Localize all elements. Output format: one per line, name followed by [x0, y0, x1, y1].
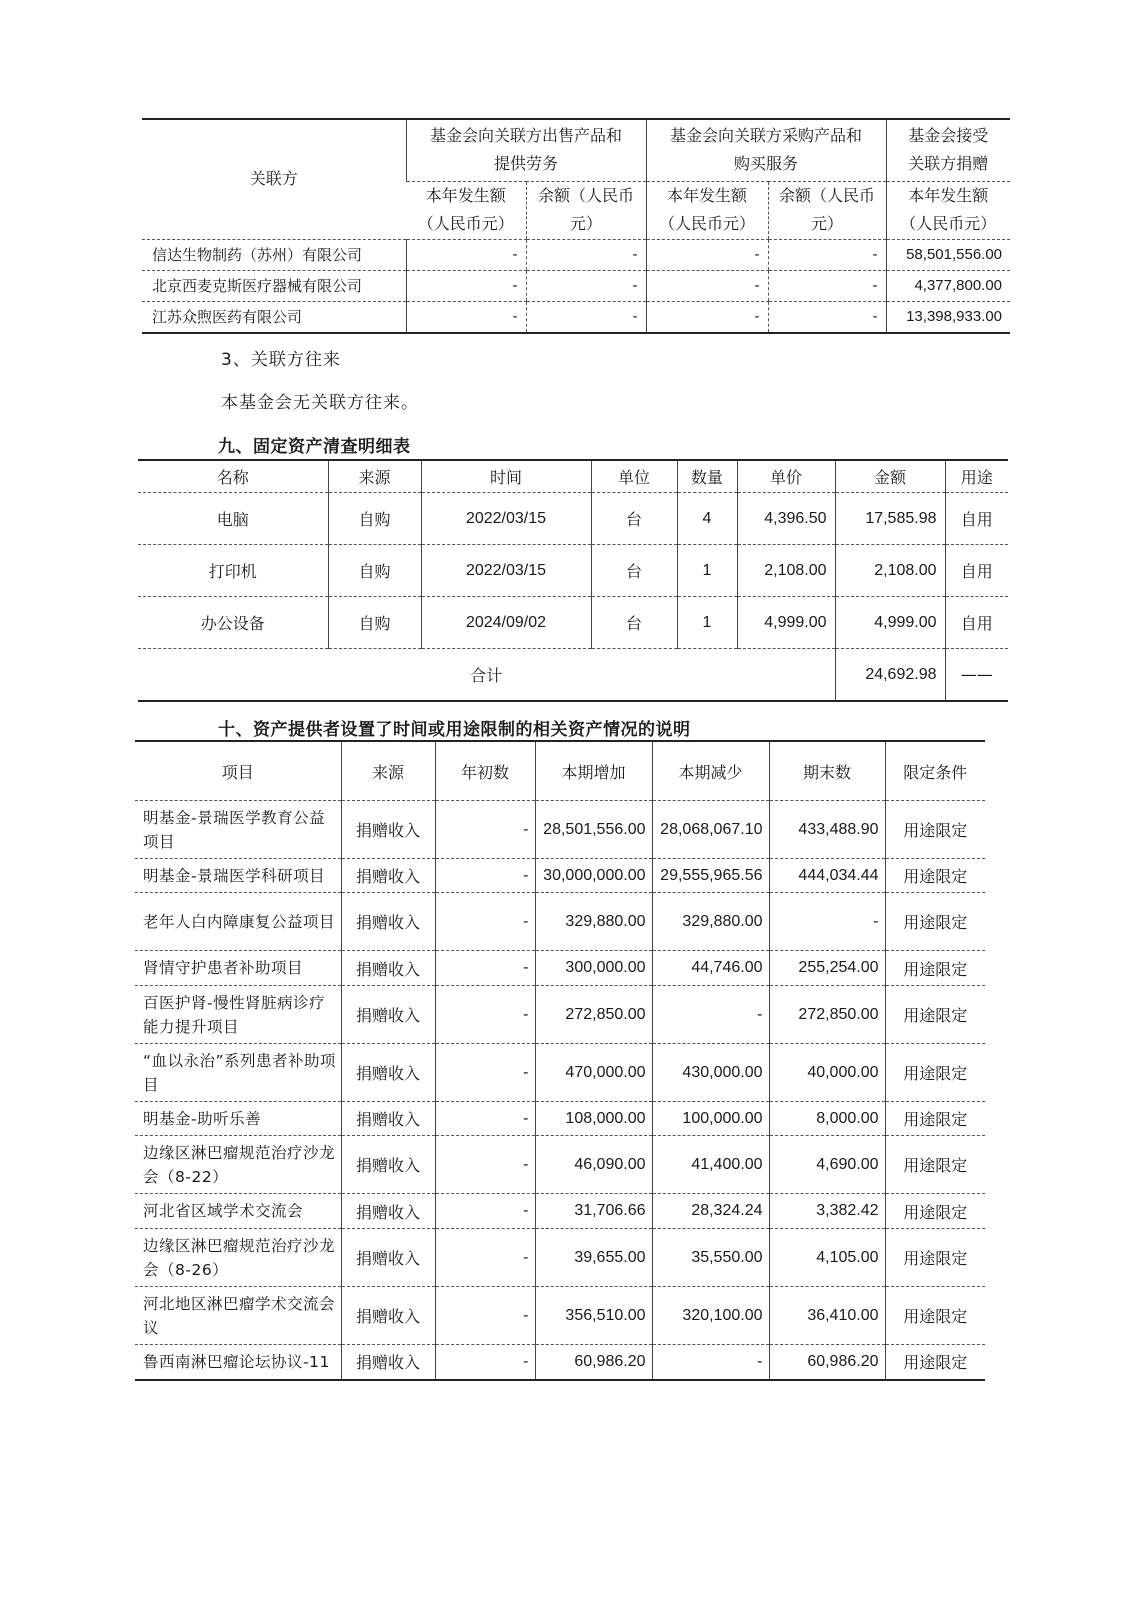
table-row: 信达生物制药（苏州）有限公司 - - - - 58,501,556.00 [142, 239, 1010, 270]
section3-heading: 3、关联方往来 [221, 350, 341, 370]
table-row: 鲁西南淋巴瘤论坛协议-11 捐赠收入 - 60,986.20 - 60,986.20 用途限定 [135, 1345, 985, 1380]
sales-amount-header: 本年发生额（人民币元） [406, 181, 526, 239]
donation-group-header: 基金会接受关联方捐赠 [886, 119, 1010, 181]
related-party-table [142, 118, 1010, 334]
purchase-amount-header: 本年发生额（人民币元） [646, 181, 768, 239]
table-row: 打印机 自购 2022/03/15 台 1 2,108.00 2,108.00 自用 [138, 545, 1008, 597]
table-row: 百医护肾-慢性肾脏病诊疗能力提升项目 捐赠收入 - 272,850.00 - 272,850.00 用途限定 [135, 986, 985, 1044]
table-row: 明基金-景瑞医学教育公益项目 捐赠收入 - 28,501,556.00 28,068,067.10 433,488.90 用途限定 [135, 801, 985, 859]
table-row: 老年人白内障康复公益项目 捐赠收入 - 329,880.00 329,880.00 - 用途限定 [135, 893, 985, 951]
table-row: 河北地区淋巴瘤学术交流会议 捐赠收入 - 356,510.00 320,100.00 36,410.00 用途限定 [135, 1287, 985, 1345]
table-row: 边缘区淋巴瘤规范治疗沙龙会（8-22） 捐赠收入 - 46,090.00 41,400.00 4,690.00 用途限定 [135, 1136, 985, 1194]
purchase-group-header: 基金会向关联方采购产品和购买服务 [646, 119, 886, 181]
restricted-assets-table [135, 740, 985, 1381]
section9-title: 九、固定资产清查明细表 [218, 437, 411, 457]
table-row: 明基金-助听乐善 捐赠收入 - 108,000.00 100,000.00 8,000.00 用途限定 [135, 1102, 985, 1136]
donation-amount-header: 本年发生额（人民币元） [886, 181, 1010, 239]
purchase-balance-header: 余额（人民币元） [768, 181, 886, 239]
table-row: 肾情守护患者补助项目 捐赠收入 - 300,000.00 44,746.00 255,254.00 用途限定 [135, 951, 985, 986]
table-header-row: 项目 来源 年初数 本期增加 本期减少 期末数 限定条件 [135, 741, 985, 801]
table-row: 北京西麦克斯医疗器械有限公司 - - - - 4,377,800.00 [142, 270, 1010, 301]
table-row: 江苏众煦医药有限公司 - - - - 13,398,933.00 [142, 301, 1010, 333]
section3-text: 本基金会无关联方往来。 [221, 393, 419, 413]
fixed-assets-table [138, 459, 1008, 702]
table-header-row: 名称 来源 时间 单位 数量 单价 金额 用途 [138, 460, 1008, 493]
table-row: “血以永治”系列患者补助项目 捐赠收入 - 470,000.00 430,000.00 40,000.00 用途限定 [135, 1044, 985, 1102]
table-row: 电脑 自购 2022/03/15 台 4 4,396.50 17,585.98 自用 [138, 493, 1008, 545]
table-row: 明基金-景瑞医学科研项目 捐赠收入 - 30,000,000.00 29,555,965.56 444,034.44 用途限定 [135, 859, 985, 893]
sales-group-header: 基金会向关联方出售产品和提供劳务 [406, 119, 646, 181]
table-row: 边缘区淋巴瘤规范治疗沙龙会（8-26） 捐赠收入 - 39,655.00 35,550.00 4,105.00 用途限定 [135, 1229, 985, 1287]
party-header: 关联方 [142, 119, 406, 239]
section10-title: 十、资产提供者设置了时间或用途限制的相关资产情况的说明 [218, 720, 691, 740]
sales-balance-header: 余额（人民币元） [526, 181, 646, 239]
total-row: 合计 24,692.98 —— [138, 649, 1008, 702]
table-row: 河北省区域学术交流会 捐赠收入 - 31,706.66 28,324.24 3,382.42 用途限定 [135, 1194, 985, 1229]
table-row: 办公设备 自购 2024/09/02 台 1 4,999.00 4,999.00 自用 [138, 597, 1008, 649]
